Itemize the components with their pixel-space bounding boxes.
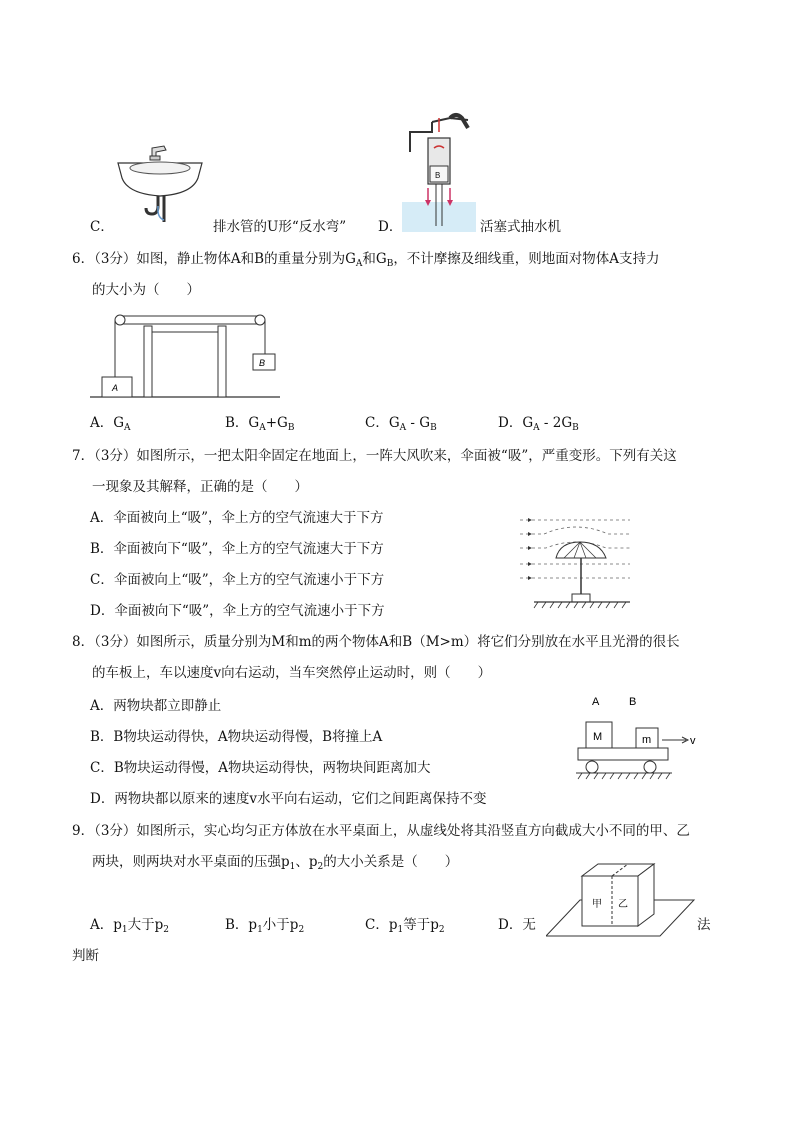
pulley-label-a: A bbox=[112, 383, 119, 393]
q8-option-c: C．B物块运动得慢，A物块运动得快，两物块间距离加大 bbox=[90, 760, 431, 776]
pulley-label-b: B bbox=[259, 358, 266, 368]
cart-label-b: B bbox=[629, 696, 637, 708]
q8-stem-line2: 的车板上，车以速度v向右运动，当车突然停止运动时，则（ ） bbox=[92, 665, 492, 681]
q7-stem-line2: 一现象及其解释，正确的是（ ） bbox=[92, 479, 308, 495]
cart-figure bbox=[572, 690, 712, 790]
q6-option-b: B．$G_A+G_B$ bbox=[225, 415, 295, 433]
q9-option-c: C．$p_1$等于$p_2$ bbox=[365, 917, 445, 935]
umbrella-figure bbox=[514, 512, 634, 612]
pump-letter-b: B bbox=[435, 171, 441, 180]
cart-block-m-small: m bbox=[642, 734, 652, 746]
pump-figure bbox=[402, 108, 480, 232]
q6-stem-line1: 6．（3分）如图，静止物体A和B的重量分别为$G_A$和$G_B$，不计摩擦及细线重，则地面对物体A支持力 bbox=[72, 251, 660, 269]
q7-option-d: D．伞面被向下“吸”，伞上方的空气流速小于下方 bbox=[90, 603, 385, 619]
q9-option-a: A．$p_1$大于$p_2$ bbox=[90, 917, 170, 935]
q7-stem-line1: 7．（3分）如图所示，一把太阳伞固定在地面上，一阵大风吹来，伞面被“吸”，严重变形。下列有关这 bbox=[72, 448, 677, 464]
q9-stem-line1: 9．（3分）如图所示，实心均匀正方体放在水平桌面上，从虚线处将其沿竖直方向截成大小不同的甲、乙 bbox=[72, 823, 690, 839]
q8-option-b: B．B物块运动得快，A物块运动得慢，B将撞上A bbox=[90, 729, 383, 745]
q8-option-a: A．两物块都立即静止 bbox=[90, 698, 222, 714]
q9-stem-line2: 两块，则两块对水平桌面的压强$p_1$、$p_2$的大小关系是（ ） bbox=[92, 854, 459, 872]
q5-option-d-caption: 活塞式抽水机 bbox=[480, 219, 561, 235]
q9-option-d: D．无 bbox=[498, 917, 536, 933]
q5-option-c-caption: 排水管的U形“反水弯” bbox=[213, 219, 347, 235]
q7-option-b: B．伞面被向下“吸”，伞上方的空气流速大于下方 bbox=[90, 541, 384, 557]
q9-option-b: B．$p_1$小于$p_2$ bbox=[225, 917, 305, 935]
cart-block-m-big: M bbox=[593, 731, 603, 743]
q6-option-a: A．$G_A$ bbox=[90, 415, 131, 433]
cube-label-yi: 乙 bbox=[618, 899, 628, 910]
cart-label-a: A bbox=[592, 696, 600, 708]
q7-option-c: C．伞面被向上“吸”，伞上方的空气流速小于下方 bbox=[90, 572, 385, 588]
q8-option-d: D．两物块都以原来的速度v水平向右运动，它们之间距离保持不变 bbox=[90, 791, 487, 807]
q6-option-d: D．$G_A - 2G_B$ bbox=[498, 415, 579, 433]
q5-option-d-label: D． bbox=[378, 219, 403, 235]
q6-stem-line2: 的大小为（ ） bbox=[92, 282, 200, 298]
cube-label-jia: 甲 bbox=[592, 899, 602, 910]
cube-figure bbox=[546, 862, 696, 940]
q5-option-c-label: C． bbox=[90, 219, 114, 235]
sink-figure bbox=[114, 138, 206, 230]
cart-velocity-v: v bbox=[690, 735, 696, 747]
q8-stem-line1: 8．（3分）如图所示，质量分别为M和m的两个物体A和B（M>m）将它们分别放在水平且光滑的很长 bbox=[72, 634, 680, 650]
q6-option-c: C．$G_A - G_B$ bbox=[365, 415, 437, 433]
pulley-figure bbox=[90, 310, 280, 400]
q7-option-a: A．伞面被向上“吸”，伞上方的空气流速大于下方 bbox=[90, 510, 384, 526]
q9-option-d-wrap: 判断 bbox=[72, 948, 99, 964]
q9-option-d-tail: 法 bbox=[697, 917, 711, 933]
